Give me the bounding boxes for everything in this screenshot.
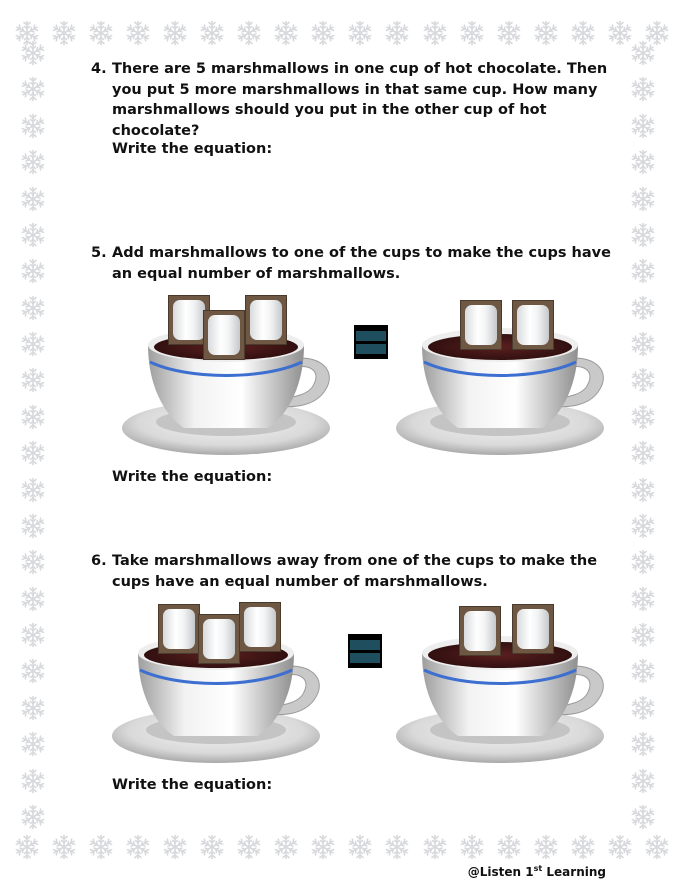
snowflake-icon bbox=[20, 404, 46, 430]
snowflake-icon bbox=[644, 834, 670, 860]
snowflake-icon bbox=[88, 834, 114, 860]
snowflake-icon bbox=[630, 222, 656, 248]
snowflake-icon bbox=[20, 113, 46, 139]
marshmallow bbox=[245, 295, 287, 345]
question-number: 6. bbox=[91, 553, 107, 569]
snowflake-icon bbox=[273, 834, 299, 860]
snowflake-icon bbox=[630, 40, 656, 66]
snowflake-icon bbox=[496, 834, 522, 860]
snowflake-icon bbox=[125, 20, 151, 46]
snowflake-icon bbox=[236, 20, 262, 46]
snowflake-icon bbox=[273, 20, 299, 46]
snowflake-icon bbox=[533, 834, 559, 860]
snowflake-icon bbox=[20, 40, 46, 66]
snowflake-icon bbox=[20, 768, 46, 794]
equation-label: Write the equation: bbox=[112, 141, 273, 157]
snowflake-icon bbox=[20, 186, 46, 212]
snowflake-icon bbox=[199, 834, 225, 860]
snowflake-icon bbox=[20, 331, 46, 357]
hot-chocolate-cup-right bbox=[392, 290, 612, 460]
snowflake-icon bbox=[162, 20, 188, 46]
hot-chocolate-cup-left bbox=[118, 290, 338, 460]
question-6 bbox=[91, 551, 611, 592]
snowflake-icon bbox=[384, 834, 410, 860]
question-5 bbox=[91, 243, 611, 284]
snowflake-icon bbox=[630, 404, 656, 430]
snowflake-icon bbox=[88, 20, 114, 46]
snowflake-icon bbox=[20, 586, 46, 612]
snowflake-icon bbox=[496, 20, 522, 46]
snowflake-icon bbox=[347, 834, 373, 860]
snowflake-icon bbox=[630, 586, 656, 612]
snowflake-icon bbox=[630, 658, 656, 684]
snowflake-icon bbox=[20, 149, 46, 175]
snowflake-icon bbox=[459, 834, 485, 860]
snowflake-icon bbox=[20, 513, 46, 539]
snowflake-border-left bbox=[20, 40, 46, 830]
snowflake-icon bbox=[20, 731, 46, 757]
snowflake-icon bbox=[630, 186, 656, 212]
snowflake-icon bbox=[20, 367, 46, 393]
question-4 bbox=[91, 59, 611, 141]
marshmallow bbox=[512, 300, 554, 350]
snowflake-icon bbox=[310, 834, 336, 860]
snowflake-icon bbox=[20, 76, 46, 102]
snowflake-icon bbox=[630, 695, 656, 721]
snowflake-icon bbox=[630, 331, 656, 357]
question-number: 4. bbox=[91, 61, 107, 77]
snowflake-icon bbox=[630, 622, 656, 648]
equation-label: Write the equation: bbox=[112, 777, 273, 793]
question-number: 5. bbox=[91, 245, 107, 261]
marshmallow bbox=[239, 602, 281, 652]
snowflake-icon bbox=[630, 295, 656, 321]
snowflake-icon bbox=[630, 367, 656, 393]
hot-chocolate-cup-left bbox=[108, 598, 328, 768]
marshmallow bbox=[158, 604, 200, 654]
snowflake-icon bbox=[630, 768, 656, 794]
snowflake-icon bbox=[570, 834, 596, 860]
snowflake-icon bbox=[20, 804, 46, 830]
snowflake-icon bbox=[630, 76, 656, 102]
snowflake-icon bbox=[533, 20, 559, 46]
marshmallow bbox=[512, 604, 554, 654]
snowflake-icon bbox=[199, 20, 225, 46]
snowflake-border-bottom bbox=[14, 834, 670, 860]
snowflake-icon bbox=[347, 20, 373, 46]
snowflake-icon bbox=[162, 834, 188, 860]
snowflake-icon bbox=[51, 834, 77, 860]
snowflake-icon bbox=[459, 20, 485, 46]
snowflake-icon bbox=[236, 834, 262, 860]
question-text: Take marshmallows away from one of the cups to make the cups have an equal number of marshmallows. bbox=[112, 553, 598, 590]
snowflake-border-top bbox=[14, 20, 670, 46]
snowflake-icon bbox=[20, 258, 46, 284]
hot-chocolate-cup-right bbox=[392, 598, 612, 768]
snowflake-icon bbox=[570, 20, 596, 46]
snowflake-icon bbox=[630, 549, 656, 575]
snowflake-icon bbox=[20, 658, 46, 684]
question-text: Add marshmallows to one of the cups to make the cups have an equal number of marshmallows. bbox=[112, 245, 611, 282]
snowflake-icon bbox=[20, 695, 46, 721]
snowflake-icon bbox=[630, 149, 656, 175]
snowflake-icon bbox=[630, 513, 656, 539]
snowflake-icon bbox=[422, 20, 448, 46]
snowflake-icon bbox=[630, 477, 656, 503]
marshmallow bbox=[460, 300, 502, 350]
snowflake-icon bbox=[607, 834, 633, 860]
snowflake-icon bbox=[630, 258, 656, 284]
marshmallow bbox=[459, 606, 501, 656]
snowflake-icon bbox=[20, 222, 46, 248]
marshmallow bbox=[203, 310, 245, 360]
snowflake-icon bbox=[422, 834, 448, 860]
snowflake-icon bbox=[310, 20, 336, 46]
equation-label: Write the equation: bbox=[112, 469, 273, 485]
snowflake-icon bbox=[51, 20, 77, 46]
snowflake-icon bbox=[630, 804, 656, 830]
snowflake-icon bbox=[630, 440, 656, 466]
snowflake-icon bbox=[20, 295, 46, 321]
question-text: There are 5 marshmallows in one cup of hot chocolate. Then you put 5 more marshmallows in that same cup. How many marshmallows should you put in the other cup of hot chocolate? bbox=[112, 61, 608, 139]
snowflake-icon bbox=[630, 113, 656, 139]
snowflake-icon bbox=[20, 477, 46, 503]
copyright-footer: @Listen 1st Learning bbox=[467, 864, 606, 879]
snowflake-icon bbox=[20, 440, 46, 466]
snowflake-icon bbox=[384, 20, 410, 46]
marshmallow bbox=[198, 614, 240, 664]
equals-sign-icon bbox=[354, 325, 388, 359]
snowflake-icon bbox=[20, 549, 46, 575]
equals-sign-icon bbox=[348, 634, 382, 668]
snowflake-border-right bbox=[630, 40, 656, 830]
snowflake-icon bbox=[14, 834, 40, 860]
snowflake-icon bbox=[20, 622, 46, 648]
snowflake-icon bbox=[630, 731, 656, 757]
snowflake-icon bbox=[125, 834, 151, 860]
snowflake-icon bbox=[607, 20, 633, 46]
